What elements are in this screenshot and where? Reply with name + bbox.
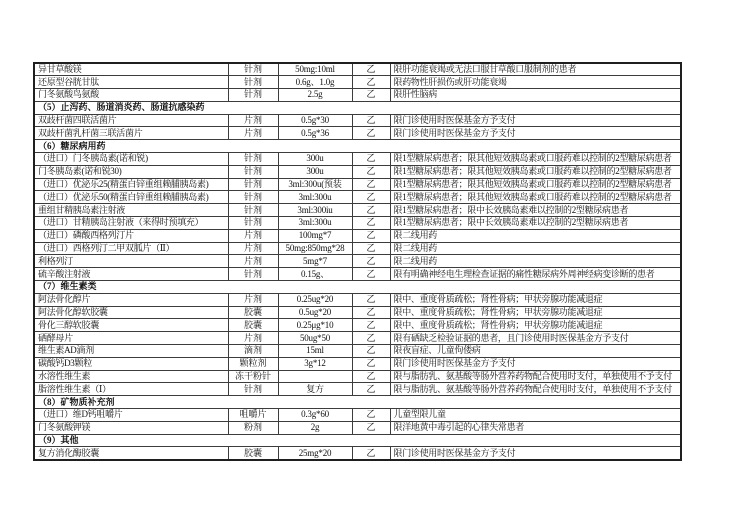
restriction-cell: 限与脂肪乳、氨基酸等肠外营养药物配合使用时支付，单独使用不予支付 [390,370,681,383]
dosage-form-cell: 针剂 [228,165,278,178]
section-title: （6）糖尿病用药 [34,140,681,153]
drug-name-cell: （进口）甘精胰岛注射液（来得时预填充） [34,217,228,230]
class-cell: 乙 [352,114,390,127]
drug-row [34,370,681,383]
drug-row [34,76,681,89]
restriction-cell: 儿童型限儿童 [390,409,681,422]
section-title: （5）止泻药、肠道消炎药、肠道抗感染药 [34,101,681,114]
drug-name-cell: （进口）维D钙咀嚼片 [34,409,228,422]
restriction-cell: 限门诊使用时医保基金方予支付 [390,447,681,460]
class-cell: 乙 [352,332,390,345]
specification-cell: 5mg*7 [278,255,352,268]
drug-name-cell: 重组甘精胰岛素注射液 [34,204,228,217]
class-cell: 乙 [352,127,390,140]
class-cell: 乙 [352,319,390,332]
drug-name-cell: 硒酵母片 [34,332,228,345]
drug-name-cell: 门冬氨酸钾镁 [34,421,228,434]
drug-name-cell: 门冬氨酸鸟氨酸 [34,89,228,102]
drug-name-cell: 异甘草酸镁 [34,63,228,76]
drug-row [34,165,681,178]
specification-cell: 15ml [278,345,352,358]
drug-name-cell: （进口）磷酸西格列汀片 [34,229,228,242]
drug-name-cell: 硫辛酸注射液 [34,268,228,281]
specification-cell: 300u [278,165,352,178]
drug-name-cell: （进口）门冬胰岛素(诺和锐) [34,153,228,166]
drug-row [34,217,681,230]
drug-name-cell: 骨化三醇软胶囊 [34,319,228,332]
specification-cell: 0.6g、1.0g [278,76,352,89]
class-cell: 乙 [352,447,390,460]
dosage-form-cell: 片剂 [228,127,278,140]
drug-row [34,114,681,127]
restriction-cell: 限中、重度骨质疏松；肾性骨病；甲状旁腺功能减退症 [390,293,681,306]
drug-row [34,255,681,268]
drug-row [34,153,681,166]
drug-name-cell: （进口）优泌乐50(精蛋白锌重组赖脯胰岛素) [34,191,228,204]
drug-name-cell: （进口）西格列汀二甲双胍片（Ⅱ） [34,242,228,255]
dosage-form-cell: 咀嚼片 [228,409,278,422]
drug-row [34,63,681,76]
drug-row [34,332,681,345]
drug-name-cell: （进口）优泌乐25(精蛋白锌重组赖脯胰岛素) [34,178,228,191]
specification-cell [278,370,352,383]
specification-cell: 300u [278,153,352,166]
drug-row [34,204,681,217]
restriction-cell: 限1型糖尿病患者；限其他短效胰岛素或口服药难以控制的2型糖尿病患者 [390,191,681,204]
restriction-cell: 限门诊使用时医保基金方予支付 [390,357,681,370]
dosage-form-cell: 针剂 [228,89,278,102]
drug-name-cell: 水溶性维生素 [34,370,228,383]
dosage-form-cell: 针剂 [228,191,278,204]
specification-cell: 3ml:300u(预装 [278,178,352,191]
class-cell: 乙 [352,293,390,306]
class-cell: 乙 [352,421,390,434]
class-cell: 乙 [352,153,390,166]
drug-row [34,383,681,396]
restriction-cell: 限夜盲症、儿童佝偻病 [390,345,681,358]
class-cell: 乙 [352,63,390,76]
class-cell: 乙 [352,345,390,358]
section-title: （9）其他 [34,434,681,447]
specification-cell: 50mg:10ml [278,63,352,76]
specification-cell: 0.15g、 [278,268,352,281]
dosage-form-cell: 片剂 [228,255,278,268]
class-cell: 乙 [352,217,390,230]
specification-cell: 0.5g*30 [278,114,352,127]
drug-row [34,89,681,102]
dosage-form-cell: 颗粒剂 [228,357,278,370]
dosage-form-cell: 片剂 [228,229,278,242]
dosage-form-cell: 针剂 [228,383,278,396]
drug-name-cell: 双歧杆菌乳杆菌三联活菌片 [34,127,228,140]
class-cell: 乙 [352,229,390,242]
class-cell: 乙 [352,255,390,268]
specification-cell: 25mg*20 [278,447,352,460]
class-cell: 乙 [352,242,390,255]
drug-row [34,409,681,422]
section-header-row [34,281,681,294]
section-header-row [34,140,681,153]
section-title: （8）矿物质补充剂 [34,396,681,409]
specification-cell: 0.25ug*20 [278,293,352,306]
restriction-cell: 限二线用药 [390,242,681,255]
restriction-cell: 限肝性脑病 [390,89,681,102]
specification-cell: 复方 [278,383,352,396]
restriction-cell: 限二线用药 [390,255,681,268]
drug-row [34,306,681,319]
drug-name-cell: 阿法骨化醇片 [34,293,228,306]
dosage-form-cell: 针剂 [228,204,278,217]
restriction-cell: 限肝功能衰竭或无法口服甘草酸口服制剂的患者 [390,63,681,76]
dosage-form-cell: 粉剂 [228,421,278,434]
section-header-row [34,434,681,447]
class-cell: 乙 [352,306,390,319]
class-cell: 乙 [352,204,390,217]
dosage-form-cell: 滴剂 [228,345,278,358]
restriction-cell: 限1型糖尿病患者；限中长效胰岛素难以控制的2型糖尿病患者 [390,204,681,217]
drug-row [34,268,681,281]
drug-row [34,178,681,191]
class-cell: 乙 [352,268,390,281]
section-header-row [34,101,681,114]
restriction-cell: 限中、重度骨质疏松；肾性骨病；甲状旁腺功能减退症 [390,306,681,319]
dosage-form-cell: 针剂 [228,268,278,281]
specification-cell: 0.5g*36 [278,127,352,140]
dosage-form-cell: 冻干粉针 [228,370,278,383]
restriction-cell: 限1型糖尿病患者；限其他短效胰岛素或口服药难以控制的2型糖尿病患者 [390,165,681,178]
restriction-cell: 限有明确神经电生理检查证据的痛性糖尿病外周神经病变诊断的患者 [390,268,681,281]
class-cell: 乙 [352,76,390,89]
drug-row [34,127,681,140]
specification-cell: 50ug*50 [278,332,352,345]
dosage-form-cell: 针剂 [228,63,278,76]
drug-row [34,447,681,460]
dosage-form-cell: 胶囊 [228,319,278,332]
dosage-form-cell: 片剂 [228,293,278,306]
restriction-cell: 限门诊使用时医保基金方予支付 [390,114,681,127]
restriction-cell: 限洋地黄中毒引起的心律失常患者 [390,421,681,434]
class-cell: 乙 [352,370,390,383]
specification-cell: 0.3g*60 [278,409,352,422]
restriction-cell: 限门诊使用时医保基金方予支付 [390,127,681,140]
dosage-form-cell: 片剂 [228,114,278,127]
dosage-form-cell: 针剂 [228,153,278,166]
drug-name-cell: 碳酸钙D3颗粒 [34,357,228,370]
section-header-row [34,396,681,409]
class-cell: 乙 [352,89,390,102]
drug-row [34,191,681,204]
dosage-form-cell: 针剂 [228,76,278,89]
dosage-form-cell: 针剂 [228,217,278,230]
drug-name-cell: 脂溶性维生素（Ⅰ） [34,383,228,396]
dosage-form-cell: 胶囊 [228,306,278,319]
class-cell: 乙 [352,409,390,422]
specification-cell: 3ml:300u [278,217,352,230]
drug-name-cell: 维生素AD滴剂 [34,345,228,358]
specification-cell: 3ml:300iu [278,204,352,217]
restriction-cell: 限1型糖尿病患者；限其他短效胰岛素或口服药难以控制的2型糖尿病患者 [390,178,681,191]
specification-cell: 0.25μg*10 [278,319,352,332]
section-title: （7）维生素类 [34,281,681,294]
dosage-form-cell: 片剂 [228,242,278,255]
restriction-cell: 限有硒缺乏检验证据的患者，且门诊使用时医保基金方予支付 [390,332,681,345]
drug-table-body [34,63,681,460]
drug-row [34,229,681,242]
drug-name-cell: 复方消化酶胶囊 [34,447,228,460]
class-cell: 乙 [352,178,390,191]
specification-cell: 3ml:300u [278,191,352,204]
restriction-cell: 限二线用药 [390,229,681,242]
dosage-form-cell: 针剂 [228,178,278,191]
dosage-form-cell: 片剂 [228,332,278,345]
specification-cell: 100mg*7 [278,229,352,242]
drug-name-cell: 还原型谷胱甘肽 [34,76,228,89]
drug-name-cell: 利格列汀 [34,255,228,268]
drug-row [34,357,681,370]
specification-cell: 2.5g [278,89,352,102]
specification-cell: 50mg:850mg*28 [278,242,352,255]
class-cell: 乙 [352,191,390,204]
specification-cell: 3g*12 [278,357,352,370]
drug-name-cell: 门冬胰岛素(诺和锐30) [34,165,228,178]
restriction-cell: 限1型糖尿病患者；限中长效胰岛素难以控制的2型糖尿病患者 [390,217,681,230]
restriction-cell: 限药物性肝损伤或肝功能衰竭 [390,76,681,89]
specification-cell: 0.5ug*20 [278,306,352,319]
drug-row [34,242,681,255]
drug-row [34,345,681,358]
class-cell: 乙 [352,383,390,396]
class-cell: 乙 [352,357,390,370]
drug-name-cell: 阿法骨化醇软胶囊 [34,306,228,319]
dosage-form-cell: 胶囊 [228,447,278,460]
restriction-cell: 限1型糖尿病患者；限其他短效胰岛素或口服药难以控制的2型糖尿病患者 [390,153,681,166]
drug-name-cell: 双歧杆菌四联活菌片 [34,114,228,127]
restriction-cell: 限与脂肪乳、氨基酸等肠外营养药物配合使用时支付，单独使用不予支付 [390,383,681,396]
drug-row [34,421,681,434]
class-cell: 乙 [352,165,390,178]
drug-catalog-table [33,62,682,461]
specification-cell: 2g [278,421,352,434]
restriction-cell: 限中、重度骨质疏松；肾性骨病；甲状旁腺功能减退症 [390,319,681,332]
drug-row [34,319,681,332]
drug-row [34,293,681,306]
